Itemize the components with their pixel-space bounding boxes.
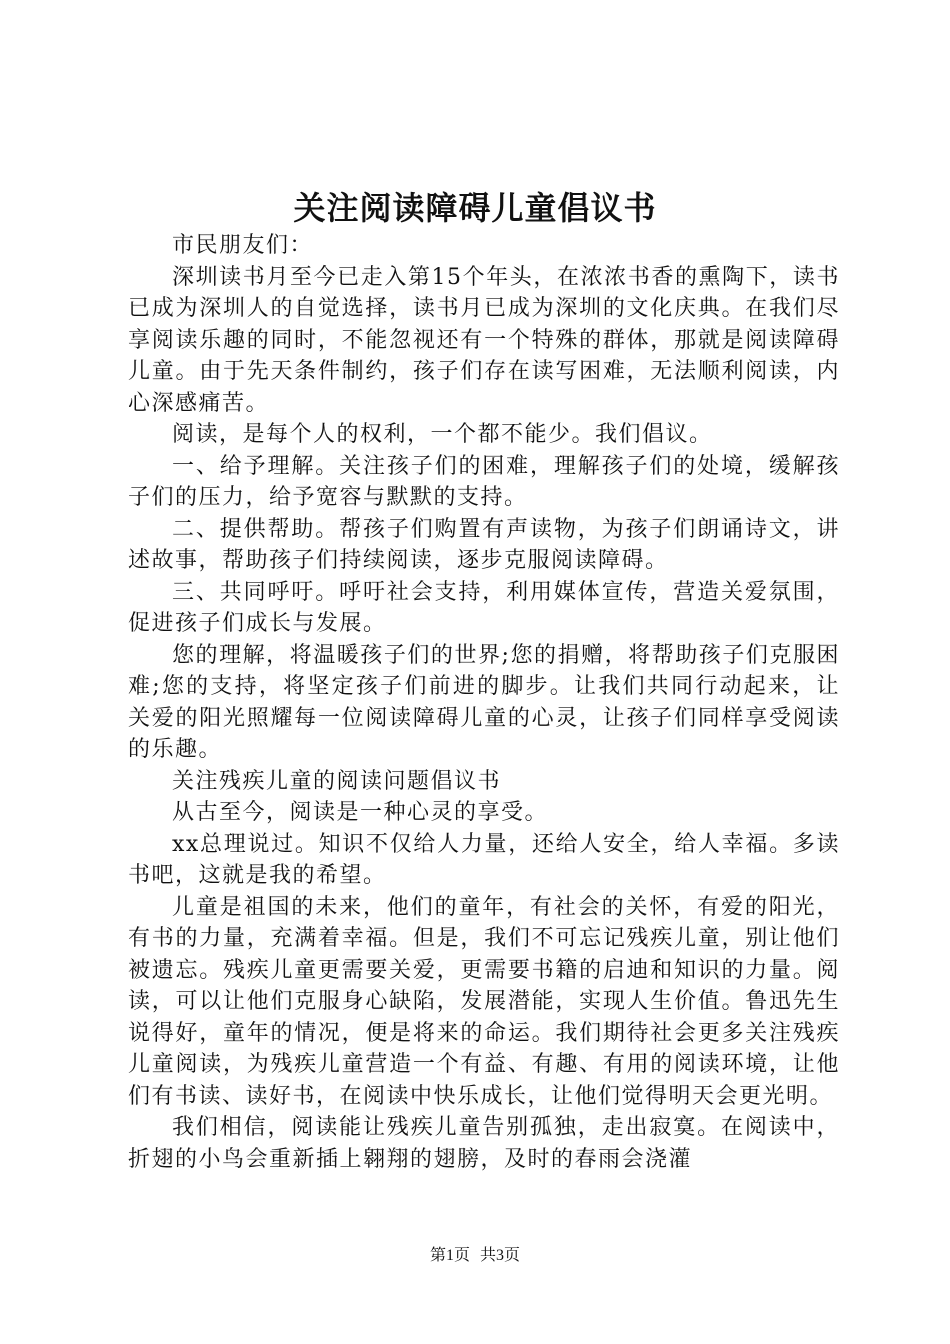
paragraph: 儿童是祖国的未来，他们的童年，有社会的关怀，有爱的阳光，有书的力量，充满着幸福。但是，我们不可忘记残疾儿童，别让他们被遗忘。残疾儿童更需要关爱，更需要书籍的启迪和知识的力量。阅读，可以让他们克服身心缺陷，发展潜能，实现人生价值。鲁迅先生说得好，童年的情况，便是将来的命运。我们期待社会更多关注残疾儿童阅读，为残疾儿童营造一个有益、有趣、有用的阅读环境，让他们有书读、读好书，在阅读中快乐成长，让他们觉得明天会更光明。 [128, 894, 840, 1109]
document-body [128, 230, 840, 1175]
proposal-item: 一、给予理解。关注孩子们的困难，理解孩子们的处境，缓解孩子们的压力，给予宽容与默默的支持。 [128, 453, 840, 510]
paragraph: 阅读，是每个人的权利，一个都不能少。我们倡议。 [172, 422, 713, 447]
salutation: 市民朋友们： [172, 233, 314, 258]
paragraph: 深圳读书月至今已走入第15个年头，在浓浓书香的熏陶下，读书已成为深圳人的自觉选择，读书月已成为深圳的文化庆典。在我们尽享阅读乐趣的同时，不能忽视还有一个特殊的群体，那就是阅读障碍儿童。由于先天条件制约，孩子们存在读写困难，无法顺利阅读，内心深感痛苦。 [128, 264, 840, 416]
section-heading: 关注残疾儿童的阅读问题倡议书 [172, 768, 502, 794]
paragraph: 从古至今，阅读是一种心灵的享受。 [172, 800, 549, 825]
proposal-item: 二、提供帮助。帮孩子们购置有声读物，为孩子们朗诵诗文，讲述故事，帮助孩子们持续阅读，逐步克服阅读障碍。 [128, 516, 840, 573]
paragraph: 我们相信，阅读能让残疾儿童告别孤独，走出寂寞。在阅读中，折翅的小鸟会重新插上翱翔的翅膀，及时的春雨会浇灌 [128, 1115, 840, 1172]
paragraph: xx总理说过。知识不仅给人力量，还给人安全，给人幸福。多读书吧，这就是我的希望。 [128, 831, 840, 888]
proposal-item: 三、共同呼吁。呼吁社会支持，利用媒体宣传，营造关爱氛围，促进孩子们成长与发展。 [128, 579, 840, 636]
paragraph: 您的理解，将温暖孩子们的世界;您的捐赠，将帮助孩子们克服困难;您的支持，将坚定孩子们前进的脚步。让我们共同行动起来，让关爱的阳光照耀每一位阅读障碍儿童的心灵，让孩子们同样享受阅读的乐趣。 [128, 642, 840, 762]
page-number: 第1页 [429, 1247, 470, 1264]
page-footer [0, 1242, 950, 1265]
document-title: 关注阅读障碍儿童倡议书 [293, 189, 657, 227]
page-total: 共3页 [480, 1247, 521, 1264]
